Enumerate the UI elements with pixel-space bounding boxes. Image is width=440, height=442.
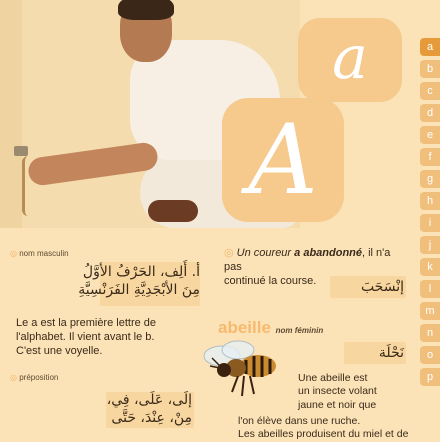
index-tab-k[interactable]: k bbox=[420, 258, 440, 276]
index-tab-g[interactable]: g bbox=[420, 170, 440, 188]
french-definition-abeille-top bbox=[298, 372, 377, 412]
definition-line: Les abeilles produisent du miel et de bbox=[238, 428, 409, 441]
index-tab-l[interactable]: l bbox=[420, 280, 440, 298]
lowercase-a-badge: a bbox=[298, 18, 402, 102]
pos-label-text: nom masculin bbox=[19, 249, 69, 258]
headword-text: abeille bbox=[218, 318, 271, 337]
bullet-icon: ◎ bbox=[10, 249, 17, 258]
wall bbox=[0, 0, 22, 228]
arabic-preposition: إلَى، عَلَى، فِي، مِنْ، عِنْدَ، حَتَّى bbox=[106, 392, 192, 426]
definition-line: Le a est la première lettre de bbox=[16, 317, 157, 329]
bee-illustration bbox=[202, 336, 294, 406]
uppercase-a-badge: A bbox=[222, 98, 344, 222]
index-tab-i[interactable]: i bbox=[420, 214, 440, 232]
index-tab-a[interactable]: a bbox=[420, 38, 440, 56]
arabic-abeille: نَحْلَة bbox=[378, 345, 404, 361]
index-tab-n[interactable]: n bbox=[420, 324, 440, 342]
headword-abeille bbox=[218, 318, 323, 338]
man-foot bbox=[148, 200, 198, 222]
example-highlight: a abandonné bbox=[294, 247, 362, 259]
arabic-abandonner: إنْسَحَبَ bbox=[360, 279, 404, 295]
pos-label-nom-masculin bbox=[10, 249, 69, 258]
arabic-definition-a: أ. أَلِف، الحَرْفُ الأوَّلُ مِنَ الأبْجَدِيَّةِ الفَرَنْسِيَّةِ bbox=[78, 264, 200, 298]
definition-line: jaune et noir que bbox=[298, 398, 377, 411]
index-tab-c[interactable]: c bbox=[420, 82, 440, 100]
french-definition-a bbox=[16, 316, 156, 358]
example-text: , il n'a pas bbox=[224, 247, 391, 274]
definition-line: l'on élève dans une ruche. bbox=[238, 415, 361, 427]
index-tab-e[interactable]: e bbox=[420, 126, 440, 144]
index-tab-f[interactable]: f bbox=[420, 148, 440, 166]
pos-label-text: préposition bbox=[19, 373, 59, 382]
index-tab-j[interactable]: j bbox=[420, 236, 440, 254]
definition-line: l'alphabet. Il vient avant le b. bbox=[16, 331, 155, 344]
definition-line: C'est une voyelle. bbox=[16, 345, 103, 358]
index-tab-b[interactable]: b bbox=[420, 60, 440, 78]
man-arm bbox=[27, 141, 160, 187]
index-tab-p[interactable]: p bbox=[420, 368, 440, 386]
index-tab-d[interactable]: d bbox=[420, 104, 440, 122]
french-definition-abeille-bottom bbox=[238, 415, 408, 442]
example-text: continué la course. bbox=[224, 275, 317, 288]
index-tab-o[interactable]: o bbox=[420, 346, 440, 364]
definition-line: Une abeille est bbox=[298, 372, 368, 384]
example-text: Un coureur bbox=[236, 247, 295, 259]
pos-label-preposition bbox=[10, 373, 58, 382]
pos-label-text: nom féminin bbox=[275, 326, 324, 335]
man-hair bbox=[118, 0, 174, 20]
definition-line: un insecte volant bbox=[298, 385, 377, 398]
alphabet-index bbox=[416, 38, 440, 390]
index-tab-h[interactable]: h bbox=[420, 192, 440, 210]
bullet-icon: ◎ bbox=[224, 247, 234, 259]
water-tap bbox=[14, 146, 28, 156]
index-tab-m[interactable]: m bbox=[420, 302, 440, 320]
bullet-icon: ◎ bbox=[10, 373, 17, 382]
